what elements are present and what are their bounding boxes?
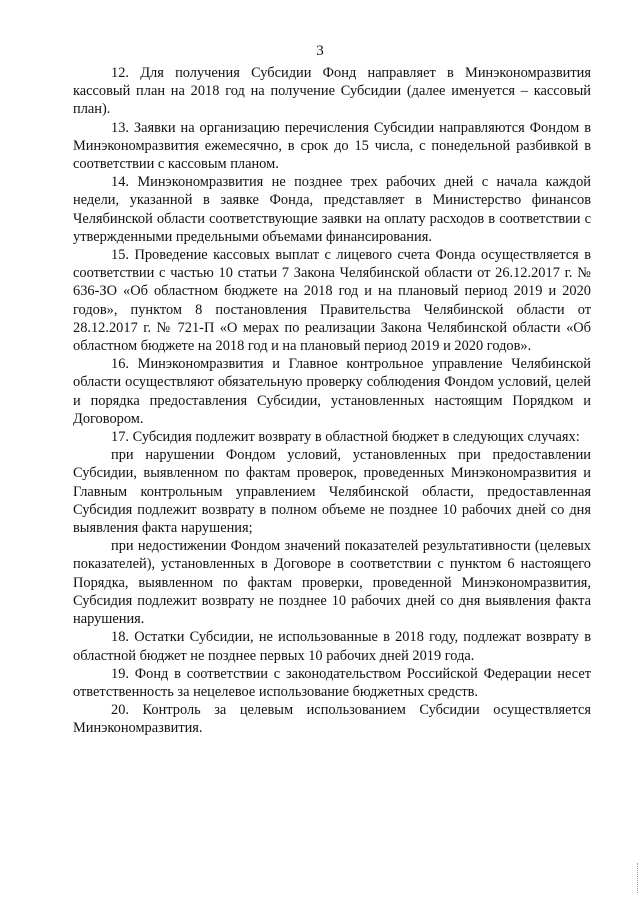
paragraph-17-case-2: при недостижении Фондом значений показателей результативности (целевых показателей), установленных в Договоре в соответствии с пунктом 6 настоящего Порядка, выявленном по фактам проверки, проведенной Минэкономразвития, Субсидия подлежит возврату не позднее 10 рабочих дней со дня выявления факта нарушения. bbox=[73, 538, 591, 628]
paragraph-12: 12. Для получения Субсидии Фонд направляет в Минэкономразвития кассовый план на 2018 год на получение Субсидии (далее именуется – кассовый план). bbox=[73, 65, 591, 118]
paragraph-15: 15. Проведение кассовых выплат с лицевого счета Фонда осуществляется в соответствии с частью 10 статьи 7 Закона Челябинской области от 26.12.2017 г. № 636-ЗО «Об областном бюджете на 2018 год и на плановый период 2019 и 2020 годов», пунктом 8 постановления Правительства Челябинской области от 28.12.2017 г. № 721-П «О мерах по реализации Закона Челябинской области «Об областном бюджете на 2018 год и на плановый период 2019 и 2020 годов». bbox=[73, 247, 591, 355]
paragraph-13: 13. Заявки на организацию перечисления Субсидии направляются Фондом в Минэкономразвития ежемесячно, в срок до 15 числа, с понедельной разбивкой в соответствии с кассовым планом. bbox=[73, 119, 591, 173]
paragraph-16: 16. Минэкономразвития и Главное контрольное управление Челябинской области осуществляют обязательную проверку соблюдения Фондом условий, целей и порядка предоставления Субсидии, установленных настоящим Порядком и Договором. bbox=[73, 356, 591, 427]
paragraph-18: 18. Остатки Субсидии, не использованные в 2018 году, подлежат возврату в областной бюджет не позднее первых 10 рабочих дней 2019 года. bbox=[73, 629, 591, 664]
paragraph-17: 17. Субсидия подлежит возврату в областной бюджет в следующих случаях: bbox=[111, 429, 580, 446]
page-number: 3 bbox=[316, 43, 324, 59]
scan-edge-mark bbox=[634, 863, 638, 893]
paragraph-14: 14. Минэкономразвития не позднее трех рабочих дней с начала каждой недели, указанной в заявке Фонда, представляет в Министерство финансов Челябинской области соответствующие заявки на оплату расходов в соответствии с утвержденными предельными объемами финансирования. bbox=[73, 174, 591, 245]
paragraph-17-case-1: при нарушении Фондом условий, установленных при предоставлении Субсидии, выявленном по фактам проверок, проведенных Минэкономразвития и Главным контрольным управлением Челябинской области, предоставленная Субсидия подлежит возврату в полном объеме не позднее 10 рабочих дней со дня выявления факта нарушения; bbox=[73, 447, 591, 537]
document-body bbox=[73, 64, 591, 738]
paragraph-20: 20. Контроль за целевым использованием Субсидии осуществляется Минэкономразвития. bbox=[73, 702, 591, 737]
paragraph-19: 19. Фонд в соответствии с законодательством Российской Федерации несет ответственность за нецелевое использование бюджетных средств. bbox=[73, 665, 591, 700]
